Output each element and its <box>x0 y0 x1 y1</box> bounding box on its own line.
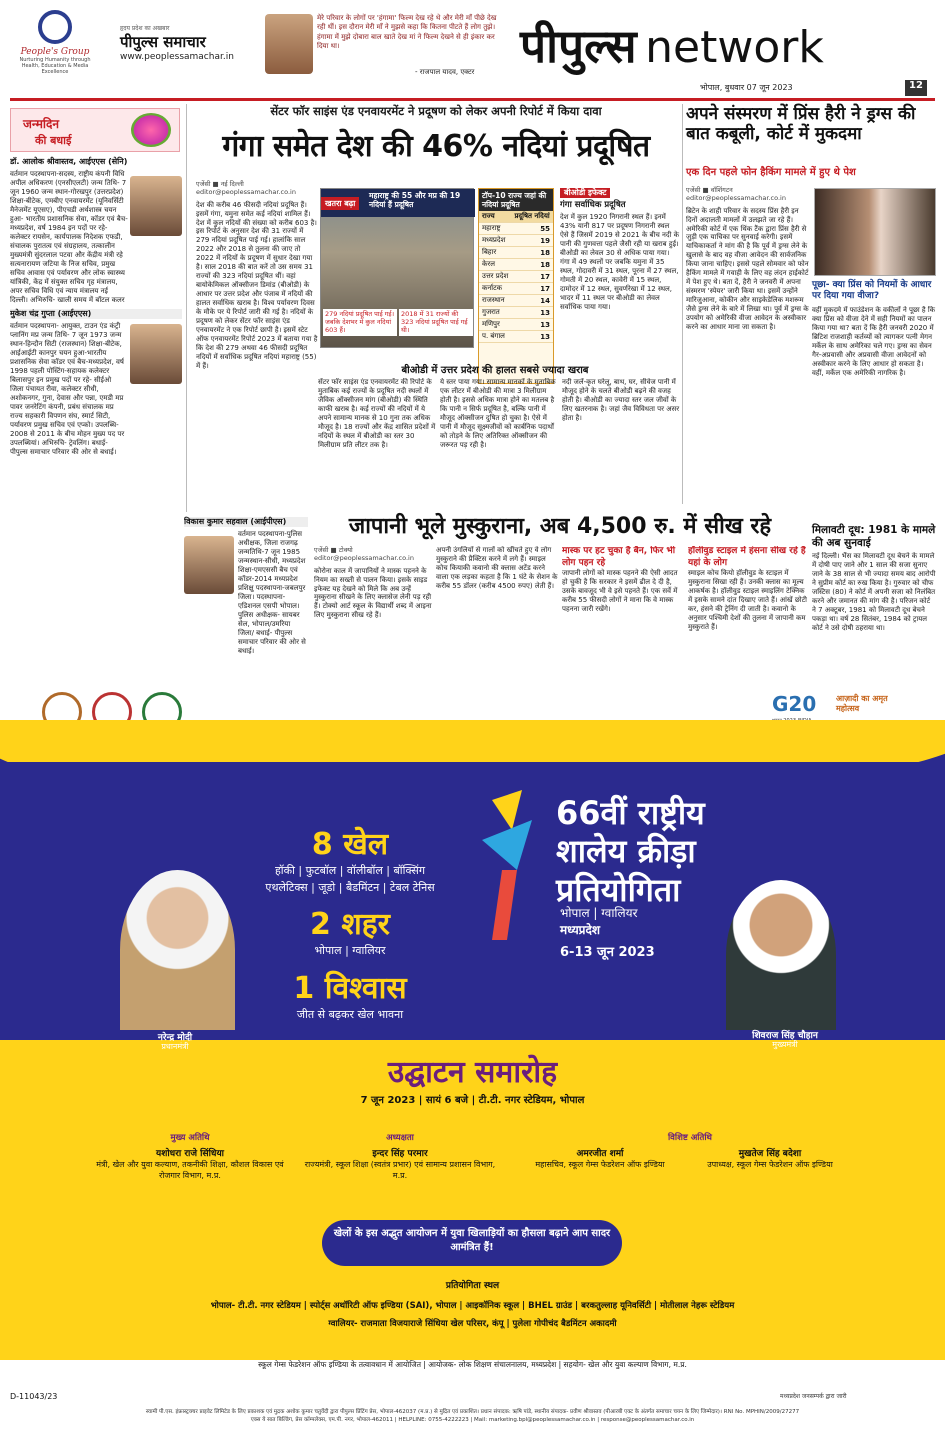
venue-heading: प्रतियोगिता स्थल <box>445 1281 500 1291</box>
count-cell: 14 <box>511 295 553 307</box>
person-3-text: वर्तमान पदस्थापना-पुलिस अधीक्षक, जिला राजगढ़ जन्मतिथि-7 जून 1985 जन्मस्थान-सीधी, मध्यप्रदेश शिक्षा-एमएससी बैच एवं कॉडर-2014 मध्यप्रदेश प्रशिक्षु पदस्थापना-जबलपुर जिला। पदस्थापना-एडिशनल एसपी भोपाल। पुलिस अधीक्षक- सायबर सेल, भोपाल/उमरिया जिला/ बधाई- पीपुल्स समाचार परिवार की ओर से बधाई। <box>238 530 306 655</box>
quote-box <box>265 14 510 78</box>
modi-post: प्रधानमंत्री <box>161 1042 189 1051</box>
table-row <box>479 307 553 319</box>
lead-headline: गंगा समेत देश की 46% नदियां प्रदूषित <box>222 129 650 164</box>
up-body-1: सेंटर फॉर साइंस एंड एनवायरमेंट की रिपोर्ट के मुताबिक कई राज्यों के प्रदूषित नदी स्थलों में जैविक ऑक्सीजन मांग (बीओडी) की स्थिति काफी खराब है। कई राज्यों की नदियों में ये अपने सामान्य मानक से 10 गुना तक अधिक मौजूद है। 18 राज्यों और केंद्र शासित प्रदेशों में नदियों के स्थल में बीओडी का स्तर 30 मिलीग्राम प्रति लीटर तक है। <box>318 378 436 449</box>
event-location <box>560 904 638 938</box>
ad-code: D-11043/23 <box>10 1392 58 1401</box>
harry-meghan-photo <box>814 188 936 276</box>
modi-name: नरेन्द्र मोदी <box>157 1033 193 1043</box>
japan-body-3: जापानी लोगों को मास्क पहनने की ऐसी आदत हो चुकी है कि सरकार ने इसमें ढील दे दी है, उसके बावजूद भी वे इसे पहनते हैं। एक सर्वे में करीब 55 फीसदी लोगों ने माना कि वे मास्क पहनना जारी रखेंगे। <box>562 569 678 613</box>
birthday-person-1 <box>10 154 182 304</box>
visa-question: पूछा- क्या प्रिंस को नियमों के आधार पर दिया गया वीजा? <box>812 280 932 302</box>
japan-email[interactable]: editor@peoplessamachar.co.in <box>314 554 414 563</box>
table-row <box>479 223 553 235</box>
state-cell: मध्यप्रदेश <box>479 235 511 247</box>
harry-email[interactable]: editor@peoplessamachar.co.in <box>686 194 786 203</box>
japan-byline: एजेंसी ■ टोक्यो <box>314 546 353 554</box>
bod-title: गंगा सर्वाधिक प्रदूषित <box>560 200 626 211</box>
peoples-samachar-masthead <box>120 24 260 62</box>
one-trust: 1 विश्वास <box>293 970 407 1006</box>
event-title-3: प्रतियोगिता <box>556 870 681 909</box>
flower-bouquet-icon <box>131 113 171 147</box>
state-cell: कर्नाटक <box>479 283 511 295</box>
harry-headline: अपने संस्मरण में प्रिंस हैरी ने ड्रग्स की बात कबूली, कोर्ट में मुकदमा <box>686 104 916 145</box>
games-line-2: एथलेटिक्स | जूडो | बैडमिंटन | टेबल टेनिस <box>265 880 435 894</box>
birthday-person-3 <box>184 514 308 674</box>
stat-279: 279 नदियां प्रदूषित पाई गई। जबकि देशभर में कुल नदियां 603 हैं। <box>323 309 397 336</box>
chief-guest-desc: मंत्री, खेल और युवा कल्याण, तकनीकी शिक्षा, कौशल विकास एवं रोजगार विभाग, म.प्र. <box>96 1160 284 1180</box>
group-name: People's Group <box>20 47 90 57</box>
table-row <box>479 283 553 295</box>
lead-kicker: सेंटर फॉर साइंस एंड एनवायरमेंट ने प्रदूषण को लेकर अपनी रिपोर्ट में किया दावा <box>270 104 602 118</box>
top10-table <box>479 211 553 343</box>
brand-en: network <box>645 22 824 73</box>
japan-col-3 <box>562 546 684 674</box>
person-3-name: विकास कुमार सहवाल (आईपीएस) <box>184 517 308 527</box>
dateline: भोपाल, बुधवार 07 जून 2023 <box>700 83 793 92</box>
count-cell: 19 <box>511 235 553 247</box>
milawati-headline: मिलावटी दूध: 1981 के मामले की अब सुनवाई <box>812 524 936 549</box>
japan-col-1 <box>314 546 432 674</box>
up-subhead: बीओडी में उत्तर प्रदेश की हालत सबसे ज्यादा खराब <box>401 365 589 376</box>
japan-sub-1: मास्क पर हट चुका है बैन, फिर भी लोग पहन रहे <box>562 546 676 568</box>
person-3-photo <box>184 536 234 594</box>
japan-col-4 <box>688 546 808 674</box>
special-guest-1-desc: महासचिव, स्कूल गेम्स फेडरेशन ऑफ इण्डिया <box>535 1160 665 1169</box>
group-tagline: Nurturing Humanity through Health, Education & Media Excellence <box>19 57 91 75</box>
chief-guest-heading: मुख्य अतिथि <box>170 1133 210 1143</box>
venue-bhopal: भोपाल- टी.टी. नगर स्टेडियम | स्पोर्ट्स अथॉरिटी ऑफ इण्डिया (SAI), भोपाल | आइकॉनिक स्कूल | BHEL ग्राउंड | बरकतुल्लाह यूनिवर्सिटी | मोतीलाल नेहरू स्टेडियम <box>210 1301 735 1311</box>
presidency-desc: राज्यमंत्री, स्कूल शिक्षा (स्वतंत्र प्रभार) एवं सामान्य प्रशासन विभाग, म.प्र. <box>304 1160 496 1180</box>
bod-effect-box <box>560 188 680 360</box>
state-cell: मणिपुर <box>479 319 511 331</box>
birthday-person-2 <box>10 306 182 514</box>
birthday-header <box>10 108 180 152</box>
lead-body: देश की करीब 46 फीसदी नदियां प्रदूषित हैं। इसमें गंगा, यमुना समेत कई नदियां शामिल हैं। देश में कुल नदियों की संख्या को करीब 603 है। इस रिपोर्ट के अनुसार देश की 31 राज्यों में 279 नदियां प्रदूषित पाई गई। हालांकि साल 2022 और 2018 से तुलना की जाए तो 2022 में नदियों के प्रदूषण में सुधार देखा गया है। साल 2018 की बात करें तो उस समय 31 राज्यों की 323 नदियां प्रदूषित थीं। वहां बायोकेमिकल ऑक्सीजन डिमांड (बीओडी) के आधार पर उत्तर प्रदेश और पंजाब में नदियों की हालत सर्वाधिक खराब है। विश्व पर्यावरण दिवस के मौके पर ये रिपोर्ट जारी की गई है। नदियों के प्रदूषण को लेकर सेंटर फॉर साइंस एंड एनवायरमेंट ने एक रिपोर्ट छापी है। इसमें स्टेट ऑफ एनवायरमेंट रिपोर्ट 2023 में बताया गया है कि देश की 279 अथवा 46 फीसदी प्रदूषित नदियों में सर्वाधिक प्रदूषित नदियां महाराष्ट्र (55) में हैं। <box>196 200 318 370</box>
special-guest-2-desc: उपाध्यक्ष, स्कूल गेम्स फेडरेशन ऑफ इण्डिया <box>707 1160 833 1169</box>
japan-sub-2: हॉलीवुड स्टाइल में हंसना सीख रहे हैं यहां के लोग <box>688 546 806 568</box>
col-state: राज्य <box>479 211 511 223</box>
top10-header-row <box>479 211 553 223</box>
birthday-title-1: जन्मदिन <box>23 117 60 131</box>
trust-line: जीत से बढ़कर खेल भावना <box>296 1007 404 1021</box>
state-cell: उत्तर प्रदेश <box>479 271 511 283</box>
count-cell: 18 <box>511 247 553 259</box>
invitation-pill: खेलों के इस अद्भुत आयोजन में युवा खिलाड़ियों का हौसला बढ़ाने आप सादर आमंत्रित हैं! <box>322 1220 622 1266</box>
count-cell: 55 <box>511 223 553 235</box>
person-2-photo <box>130 324 182 384</box>
top10-title: टॉप-10 राज्य जहां की नदियां प्रदूषित <box>479 189 553 211</box>
bod-tag: बीओडी इफेक्ट <box>560 188 610 198</box>
harry-byline: एजेंसी ■ वॉशिंगटन <box>686 186 733 194</box>
imprint-line-2: एक्स ये सात बिल्डिंग, प्रेस कॉम्पलेक्स, एम.पी. नगर, भोपाल-462011 | HELPLINE: 0755-4222223 | Mail: marketing.bpl@peoplessamachar.co.in | response@peoplessamachar.co.in <box>250 1417 695 1424</box>
ps-title: पीपुल्स समाचार <box>120 33 206 51</box>
presidency-name: इन्दर सिंह परमार <box>372 1149 428 1159</box>
ps-url[interactable]: www.peoplessamachar.in <box>120 52 234 62</box>
milawati-body: नई दिल्ली। भैंस का मिलावटी दूध बेचने के मामले में दोषी पाए जाने और 1 साल की सजा सुनाए जाने के 38 साल से भी ज्यादा समय बाद आरोपी ने सुप्रीम कोर्ट का रुख किया है। गुरुवार को चीफ जस्टिस (80) ने कोर्ट में अपनी सजा को निलंबित करने और जमानत की मांग की है। परिजन कोर्ट ने 7 अक्टूबर, 1981 को मिलावटी दूध बेचने पकड़ा था। वर्ष 28 सितंबर, 1984 को ट्रायल कोर्ट ने उसे दोषी ठहराया था। <box>812 552 936 632</box>
table-row <box>479 319 553 331</box>
table-row <box>479 271 553 283</box>
japan-body-1: कोरोना काल में जापानियों ने मास्क पहनने के नियम का सख्ती से पालन किया। इसके साइड इफेक्ट यह देखने को मिले कि अब उन्हें मुस्कुराना सीखने के लिए क्लासेज लेनी पड़ रही हैं। टोक्यो आर्ट स्कूल के विद्यार्थी शब्द में आइना लिए मुस्कुराना सीख रहे हैं। <box>314 566 432 620</box>
imprint-line-1: स्वामी पी.एस. इंफ्रास्ट्रक्चर प्राइवेट लिमिटेड के लिए प्रकाशक एवं मुद्रक अशोक कुमार चतुर्वेदी द्वारा पीपुल्स प्रिंटिंग प्रेस, भोपाल-462037 (म.प्र.) से मुद्रित एवं प्रकाशित। प्रधान संपादक: ऋषि पांडे, स्थानीय संपादक- प्रवीण श्रीवास्तव (पीआरबी एक्ट के अंतर्गत समाचार चयन के लिए जिम्मेदार)। RNI No. MPHIN/2009/27277 <box>145 1409 800 1415</box>
person-1-name: डॉ. आलोक श्रीवास्तव, आईएएस (सेनि) <box>10 157 128 166</box>
presidency-heading: अध्यक्षता <box>386 1133 414 1143</box>
inauguration-title: उद्घाटन समारोह <box>387 1055 558 1090</box>
special-guest-1-name: अमरजीत शर्मा <box>576 1149 624 1159</box>
header-divider <box>10 98 935 101</box>
ps-kicker: हृदय प्रदेश का अखबार <box>120 25 170 32</box>
chief-guest-name: यशोधरा राजे सिंधिया <box>155 1149 224 1159</box>
stat-2018: 2018 में 31 राज्यों की 323 नदियां प्रदूषित पाई गई थी। <box>399 309 473 336</box>
col-count: प्रदूषित नदियां <box>511 211 553 223</box>
table-row <box>479 235 553 247</box>
shivraj-post: मुख्यमंत्री <box>772 1040 798 1049</box>
column-rule <box>682 104 683 504</box>
bod-body: देश में कुल 1920 निगरानी स्थल हैं। इनमें 43% यानी 817 पर प्रदूषण निगरानी स्थल ऐसे हैं जिसमें 2019 से 2021 के बीच नदी के पानी की गुणवत्ता पहले जैसी रही या खराब हुई। बीओडी का लेवल 30 से अधिक पाया गया। गंगा में 49 स्थलों पर जबकि यमुना में 35 स्थल, गोदावरी में 31 स्थल, पूरना में 27 स्थल, गोमती में 20 स्थल, कावेरी में 15 स्थल, दामोदर में 12 स्थल, सुवर्णरेखा में 12 स्थल, भादर में 11 स्थल पर बीओडी का लेवल सर्वाधिक पाया गया। <box>560 213 680 311</box>
torch-mascot-icon <box>472 790 544 940</box>
venue-gwalior: ग्वालियर- राजमाता विजयाराजे सिंधिया खेल परिसर, कंपू | पुलेला गोपीचंद बैडमिंटन अकादमी <box>328 1319 617 1329</box>
harry-body-column <box>686 186 810 506</box>
state-cell: गुजरात <box>479 307 511 319</box>
count-cell: 18 <box>511 259 553 271</box>
state-cell: महाराष्ट्र <box>479 223 511 235</box>
harry-body: ब्रिटेन के शाही परिवार के सदस्य प्रिंस हैरी इन दिनों अदालती मामलों में उलझते जा रहे हैं। अमेरिकी कोर्ट में एक थिंक टैंक द्वारा प्रिंस हैरी से जुड़ी एक याचिका पर सुनवाई करेगी। इसमें याचिकाकर्ता ने मांग की है कि पूर्व में ड्रग्स लेने के खुलासे के बाद वह वीजा आवेदन की सार्वजनिक किया जाना चाहिए। इससे पहले सोमवार को फोन हैकिंग मामले में गवाही के लिए वह लंदन हाईकोर्ट में पेश हुए थे। बता दें, हैरी ने जनवरी में अपना संस्मरण 'स्पेयर' जारी किया था। इसमें उन्होंने मारिजुआना, कोकीन और साइकेडेलिक मशरूम जैसे ड्रग्स लेने के बारे में लिखा था। पूर्व में ड्रग्स के उपयोग को अमेरिकी वीजा आवेदन के अस्वीकार करने का आधार माना जा सकता है। <box>686 206 809 332</box>
event-cities: भोपाल | ग्वालियर <box>560 906 638 920</box>
page-number: 12 <box>905 80 927 96</box>
brand-hindi: पीपुल्स <box>520 19 637 73</box>
eight-games: 8 खेल <box>311 827 389 862</box>
count-cell: 13 <box>511 307 553 319</box>
japan-body-4: स्माइल कोच कियो हॉलीवुड के स्टाइल में मुस्कुराना सिखा रही हैं। उनकी क्लास का मूल्य आकर्षक है। हॉलीवुड स्टाइल स्माइलिंग टेक्निक में इसके सामने दांत दिखाए जाते हैं। आंखें छोटी कर, हंसने की ट्रेनिंग दी जाती है। कवानो के अनुसार पश्चिमी देशों की तुलना में जापानी कम मुस्कुराते हैं। <box>688 569 807 631</box>
count-cell: 17 <box>511 283 553 295</box>
ganga-photo <box>320 188 474 348</box>
event-state: मध्यप्रदेश <box>560 923 601 937</box>
games-block <box>250 822 450 1023</box>
sports-ad <box>0 680 945 1375</box>
up-body-2: ये स्तर पाया गया। सामान्य मानकों के मुताबिक एक लीटर में बीओडी की मात्रा 3 मिलीग्राम होती है। इससे अधिक मात्रा होने का मतलब है कि पानी न सिर्फ प्रदूषित है, बल्कि पानी में मौजूद ऑक्सीजन दुषित हो चुका है। ऐसे में पानी में मौजूद सूक्ष्मजीवों को कार्बनिक पदार्थों को तोड़ने के लिए अतिरिक्त ऑक्सीजन की जरूरत पड़ रही है। <box>440 378 556 449</box>
state-cell: केरल <box>479 259 511 271</box>
person-2-name: मुकेश चंद्र गुप्ता (आईएएस) <box>10 309 182 319</box>
table-row <box>479 295 553 307</box>
box-tag: खतरा बढ़ा <box>321 197 359 210</box>
modi-photo <box>120 870 235 1030</box>
state-cell: बिहार <box>479 247 511 259</box>
azadi-logo: आज़ादी का अमृत महोत्सव <box>836 694 888 714</box>
state-cell: राजस्थान <box>479 295 511 307</box>
top10-table-box <box>478 188 554 384</box>
brand-title <box>520 14 900 76</box>
visa-body: वहीं मुकदमे में फाउंडेशन के वकीलों ने पूछा है कि क्या प्रिंस को वीजा देने में सही नियमों का पालन किया गया था? बता दें कि हैरी जनवरी 2020 में ब्रिटिश राजशाही कर्तव्यों को त्यागकर पत्नी मेगन मर्केल के साथ अमेरिका चले गए। ड्रग्स का सेवन गैर-अप्रवासी और अप्रवासी वीजा आवेदनों को अस्वीकार करने के लिए आधार हो सकता है। वहीं, मर्केल एक अमेरिकी नागरिक है। <box>812 306 936 377</box>
g20-logo: G20 <box>772 692 817 716</box>
rajpal-photo <box>265 14 313 74</box>
lead-email[interactable]: editor@peoplessamachar.co.in <box>196 188 296 197</box>
shivraj-name: शिवराज सिंह चौहान <box>752 1031 818 1041</box>
lead-byline: एजेंसी ■ नई दिल्ली <box>196 180 244 188</box>
cities-line: भोपाल | ग्वालियर <box>314 944 386 957</box>
games-line-1: हॉकी | फुटबॉल | वॉलीबॉल | बॉक्सिंग <box>274 864 426 877</box>
japan-headline: जापानी भूले मुस्कुराना, अब 4,500 रु. में सीख रहे <box>348 514 772 539</box>
two-cities: 2 शहर <box>310 907 390 942</box>
column-rule <box>186 104 187 512</box>
box-title: महाराष्ट्र की 55 और मप्र की 19 नदियां हैं प्रदूषित <box>321 189 475 217</box>
harry-subhead: एक दिन पहले फोन हैकिंग मामले में हुए थे पेश <box>686 167 856 178</box>
table-row <box>479 247 553 259</box>
table-row <box>479 331 553 343</box>
imprint <box>10 1408 935 1425</box>
ring-logo-icon <box>38 10 72 44</box>
count-cell: 13 <box>511 331 553 343</box>
event-dates: 6-13 जून 2023 <box>560 945 655 960</box>
special-guest-heading: विशिष्ट अतिथि <box>667 1133 712 1143</box>
peoples-group-logo <box>10 10 100 80</box>
special-guest-2-name: मुखतेज सिंह बदेशा <box>738 1149 802 1159</box>
quote-author: - राजपाल यादव, एक्टर <box>415 68 475 76</box>
up-body-3: नदी जलें-कृत घरेलू, बाथ, घर, सीवेज पानी में मौजूद होने के चलते बीओडी बढ़ने की वजह होती है। बीओडी का ज्यादा स्तर जल जीवों के लिए खतरनाक है। जहां जैव विविधता पर असर होता है। <box>562 378 680 422</box>
count-cell: 13 <box>511 319 553 331</box>
ad-credit: मध्यप्रदेश जनसम्पर्क द्वारा जारी <box>780 1393 847 1400</box>
person-1-text: वर्तमान पदस्थापना-सदस्य, राष्ट्रीय कंपनी विधि अपील अधिकरण (एनसीएलटी) जन्म तिथि- 7 जून 1960 जन्म स्थान-गोरखपुर (उत्तरप्रदेश) शिक्षा-बीटेक, एमबीए एनवायरमेंट (यूनिवर्सिटी मैनेजमेंट यूएसए), पीएचडी अर्थशास्त्र चयन हुआ- भारतीय प्रशासनिक सेवा, कॉडर एवं बैच-मध्यप्रदेश, वर्ष 1984 इन पदों पर रहे- कलेक्टर रायसेन, कार्यपालक निदेशक एफडी, संचालक पुरातत्व एवं संग्रहालय, तत्कालीन मुख्यमंत्री सुंदरलाल पटवा और केंद्रीय मंत्री रहे सत्यनारायण जटिया के निज सचिव, प्रमुख सचिव आवास एवं पर्यावरण और लोक स्वास्थ्य यांत्रिकी, केंद्र में संयुक्त सचिव गृह मंत्रालय, अपर सचिव विधि एवं न्याय मंत्रालय नई दिल्ली। अभिरुचि- खाली समय में बॉटल कलर <box>10 170 128 304</box>
table-row <box>479 259 553 271</box>
state-cell: प. बंगाल <box>479 331 511 343</box>
person-1-photo <box>130 176 182 236</box>
event-title-2: शालेय क्रीड़ा <box>556 832 696 871</box>
lead-body-column <box>196 180 318 510</box>
quote-text: मेरे परिवार के लोगों पर 'हंगामा' फिल्म देख रहे थे और मेरी माँ पीछे देख रही थीं। इस दौरान मेरी माँ ने मुझसे कहा कि कितना पीटते हैं लोग तुझे। हंगामा में मुझे दोबारा बाल खाते देख मां ने फिल्म देखने से ही इंकार कर दिया था। <box>317 14 497 51</box>
person-2-text: वर्तमान पदस्थापना- आयुक्त, टाउन एंड कंट्री प्लानिंग मप्र जन्म तिथि- 7 जून 1973 जन्म स्थान-हिन्दौन सिटी (राजस्थान) शिक्षा-बीटेक, आईआईटी कानपुर चयन हुआ-भारतीय प्रशासनिक सेवा कॉडर एवं बैच-मध्यप्रदेश, वर्ष 1998 पहली पोस्टिंग-सहायक कलेक्टर बिलासपुर इन प्रमुख पदों पर रहे- सीईओ जिला पंचायत रीवा, कलेक्टर सीधी, अशोकनगर, गुना, देवास और पन्ना, एमडी मप्र पावर जनरेटिंग कंपनी, प्रबंध संचालक मप्र राज्य सहकारी विपणन संघ, स्मार्ट सिटी, पर्यावरण प्रमुख सचिव एवं एप्को। उपलब्धि- 2008 से 2011 के बीच मोहन मुख्य पद पर उपलब्धियां। अभिरुचि- ट्रेवलिंग। बधाई- पीपुल्स समाचार परिवार की ओर से बधाई। <box>10 322 125 456</box>
event-title-1: 66वीं राष्ट्रीय <box>556 794 705 832</box>
japan-body-2: अपनी उंगलियों से गालों को खींचते हुए वे लोग मुस्कुराने की प्रैक्टिस करने में लगे हैं। स्माइल कोच कियाकी कवानो की क्लास अटेंड करने वाला एक लड़का कहता है कि 1 घंटे के सेशन के करीब 55 डॉलर (करीब 4500 रुपए) लेती हैं। <box>436 546 558 590</box>
organizer-line: स्कूल गेम्स फेडरेशन ऑफ इण्डिया के तत्वावधान में आयोजित | आयोजक- लोक शिक्षण संचालनालय, मध्यप्रदेश | सहयोग- खेल और युवा कल्याण विभाग, म.प्र. <box>0 1360 945 1375</box>
birthday-title-2: की बधाई <box>35 134 72 147</box>
shivraj-photo <box>726 880 836 1030</box>
inauguration-details: 7 जून 2023 | सायं 6 बजे | टी.टी. नगर स्टेडियम, भोपाल <box>360 1095 585 1106</box>
count-cell: 17 <box>511 271 553 283</box>
